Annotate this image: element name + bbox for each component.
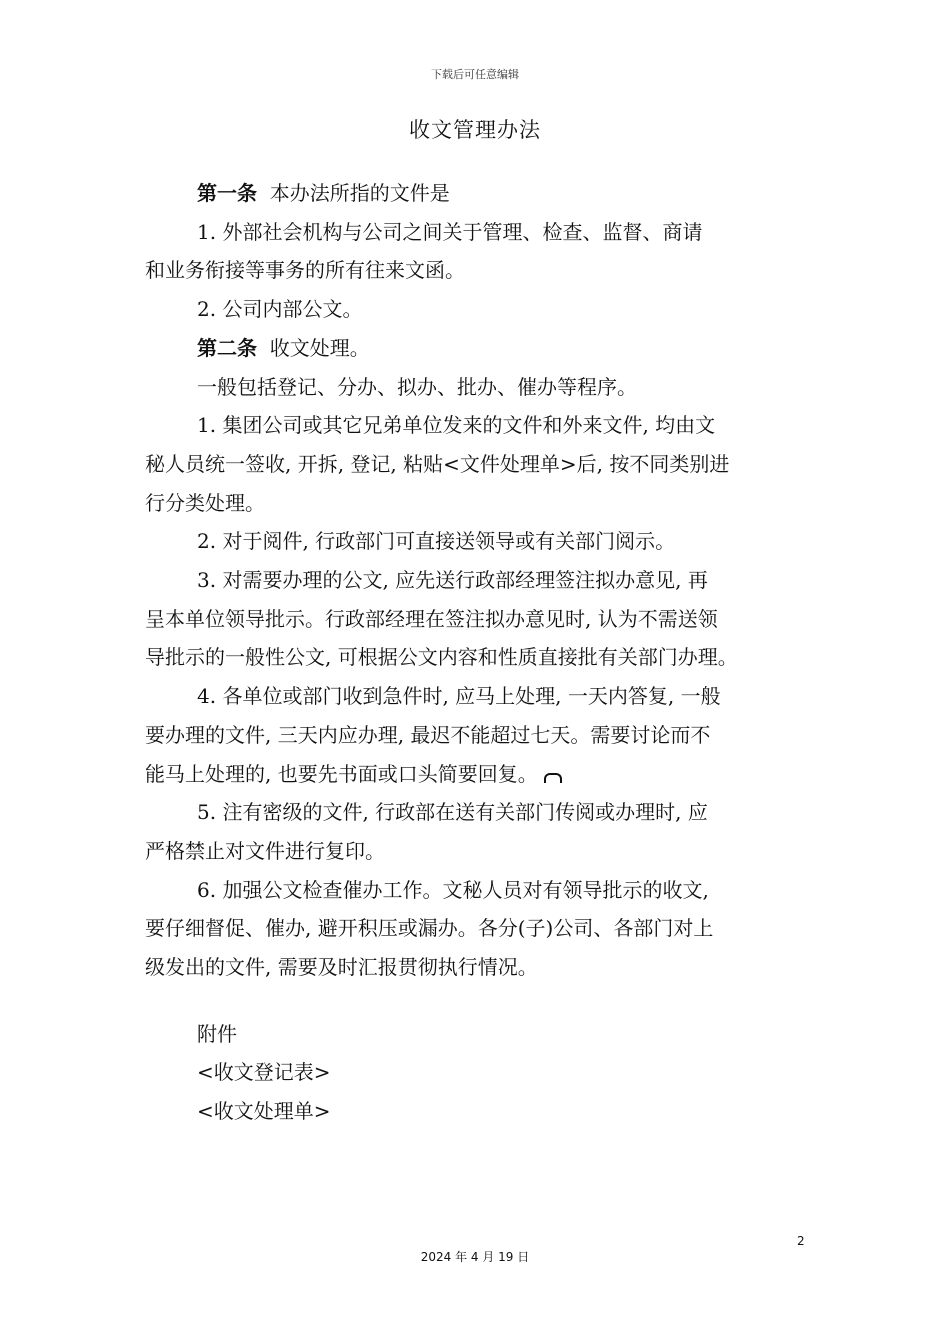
article-2-item-1-line-1: 1. 集团公司或其它兄弟单位发来的文件和外来文件, 均由文 <box>197 413 716 438</box>
article-2-item-6-line-1: 6. 加强公文检查催办工作。文秘人员对有领导批示的收文, <box>197 877 709 902</box>
article-2-heading <box>145 329 815 368</box>
article-2-item-1-line-3: 行分类处理。 <box>145 490 265 515</box>
header-note: 下载后可任意编辑 <box>431 68 519 81</box>
article-2-item-6-line-2: 要仔细督促、催办, 避开积压或漏办。各分(子)公司、各部门对上 <box>145 916 714 941</box>
editor-mark-icon <box>544 773 562 783</box>
article-2-item-3-line-3: 导批示的一般性公文, 可根据公文内容和性质直接批有关部门办理。 <box>145 645 738 670</box>
article-1-item-1-line-2: 和业务衔接等事务的所有往来文函。 <box>145 258 465 283</box>
article-1-item-2: 2. 公司内部公文。 <box>197 297 363 322</box>
article-1-item-1-line-1: 1. 外部社会机构与公司之间关于管理、检查、监督、商请 <box>197 219 703 244</box>
article-2-item-6-line-3: 级发出的文件, 需要及时汇报贯彻执行情况。 <box>145 955 538 980</box>
article-1-label: 第一条 <box>197 181 257 205</box>
article-2-item-4-line-3: 能马上处理的, 也要先书面或口头简要回复。 <box>145 761 538 786</box>
document-body <box>145 174 815 1131</box>
article-2-item-4-line-1: 4. 各单位或部门收到急件时, 应马上处理, 一天内答复, 一般 <box>197 684 721 709</box>
article-2-item-3-line-1: 3. 对需要办理的公文, 应先送行政部经理签注拟办意见, 再 <box>197 568 708 593</box>
article-2-item-5-line-1: 5. 注有密级的文件, 行政部在送有关部门传阅或办理时, 应 <box>197 800 708 825</box>
article-2-item-1-line-2: 秘人员统一签收, 开拆, 登记, 粘贴<文件处理单>后, 按不同类别进 <box>145 451 730 476</box>
spacer <box>145 987 815 1015</box>
attachment-item-1: <收文登记表> <box>197 1060 331 1085</box>
article-2-intro: 一般包括登记、分办、拟办、批办、催办等程序。 <box>197 374 637 399</box>
article-2-item-5-line-2: 严格禁止对文件进行复印。 <box>145 838 385 863</box>
article-1-text: 本办法所指的文件是 <box>269 181 450 205</box>
article-2-label: 第二条 <box>197 335 257 360</box>
footer-date: 2024 年 4 月 19 日 <box>420 1250 530 1264</box>
article-2-text: 收文处理。 <box>269 335 370 360</box>
article-1-heading <box>145 174 815 213</box>
article-2-item-2: 2. 对于阅件, 行政部门可直接送领导或有关部门阅示。 <box>197 529 676 554</box>
attachments-label: 附件 <box>197 1021 237 1046</box>
page-number: 2 <box>797 1234 805 1248</box>
document-title: 收文管理办法 <box>409 118 541 142</box>
attachment-item-2: <收文处理单> <box>197 1099 331 1124</box>
article-2-item-4-line-3-wrap <box>145 755 815 794</box>
article-2-item-4-line-2: 要办理的文件, 三天内应办理, 最迟不能超过七天。需要讨论而不 <box>145 722 711 747</box>
article-2-item-3-line-2: 呈本单位领导批示。行政部经理在签注拟办意见时, 认为不需送领 <box>145 606 718 631</box>
